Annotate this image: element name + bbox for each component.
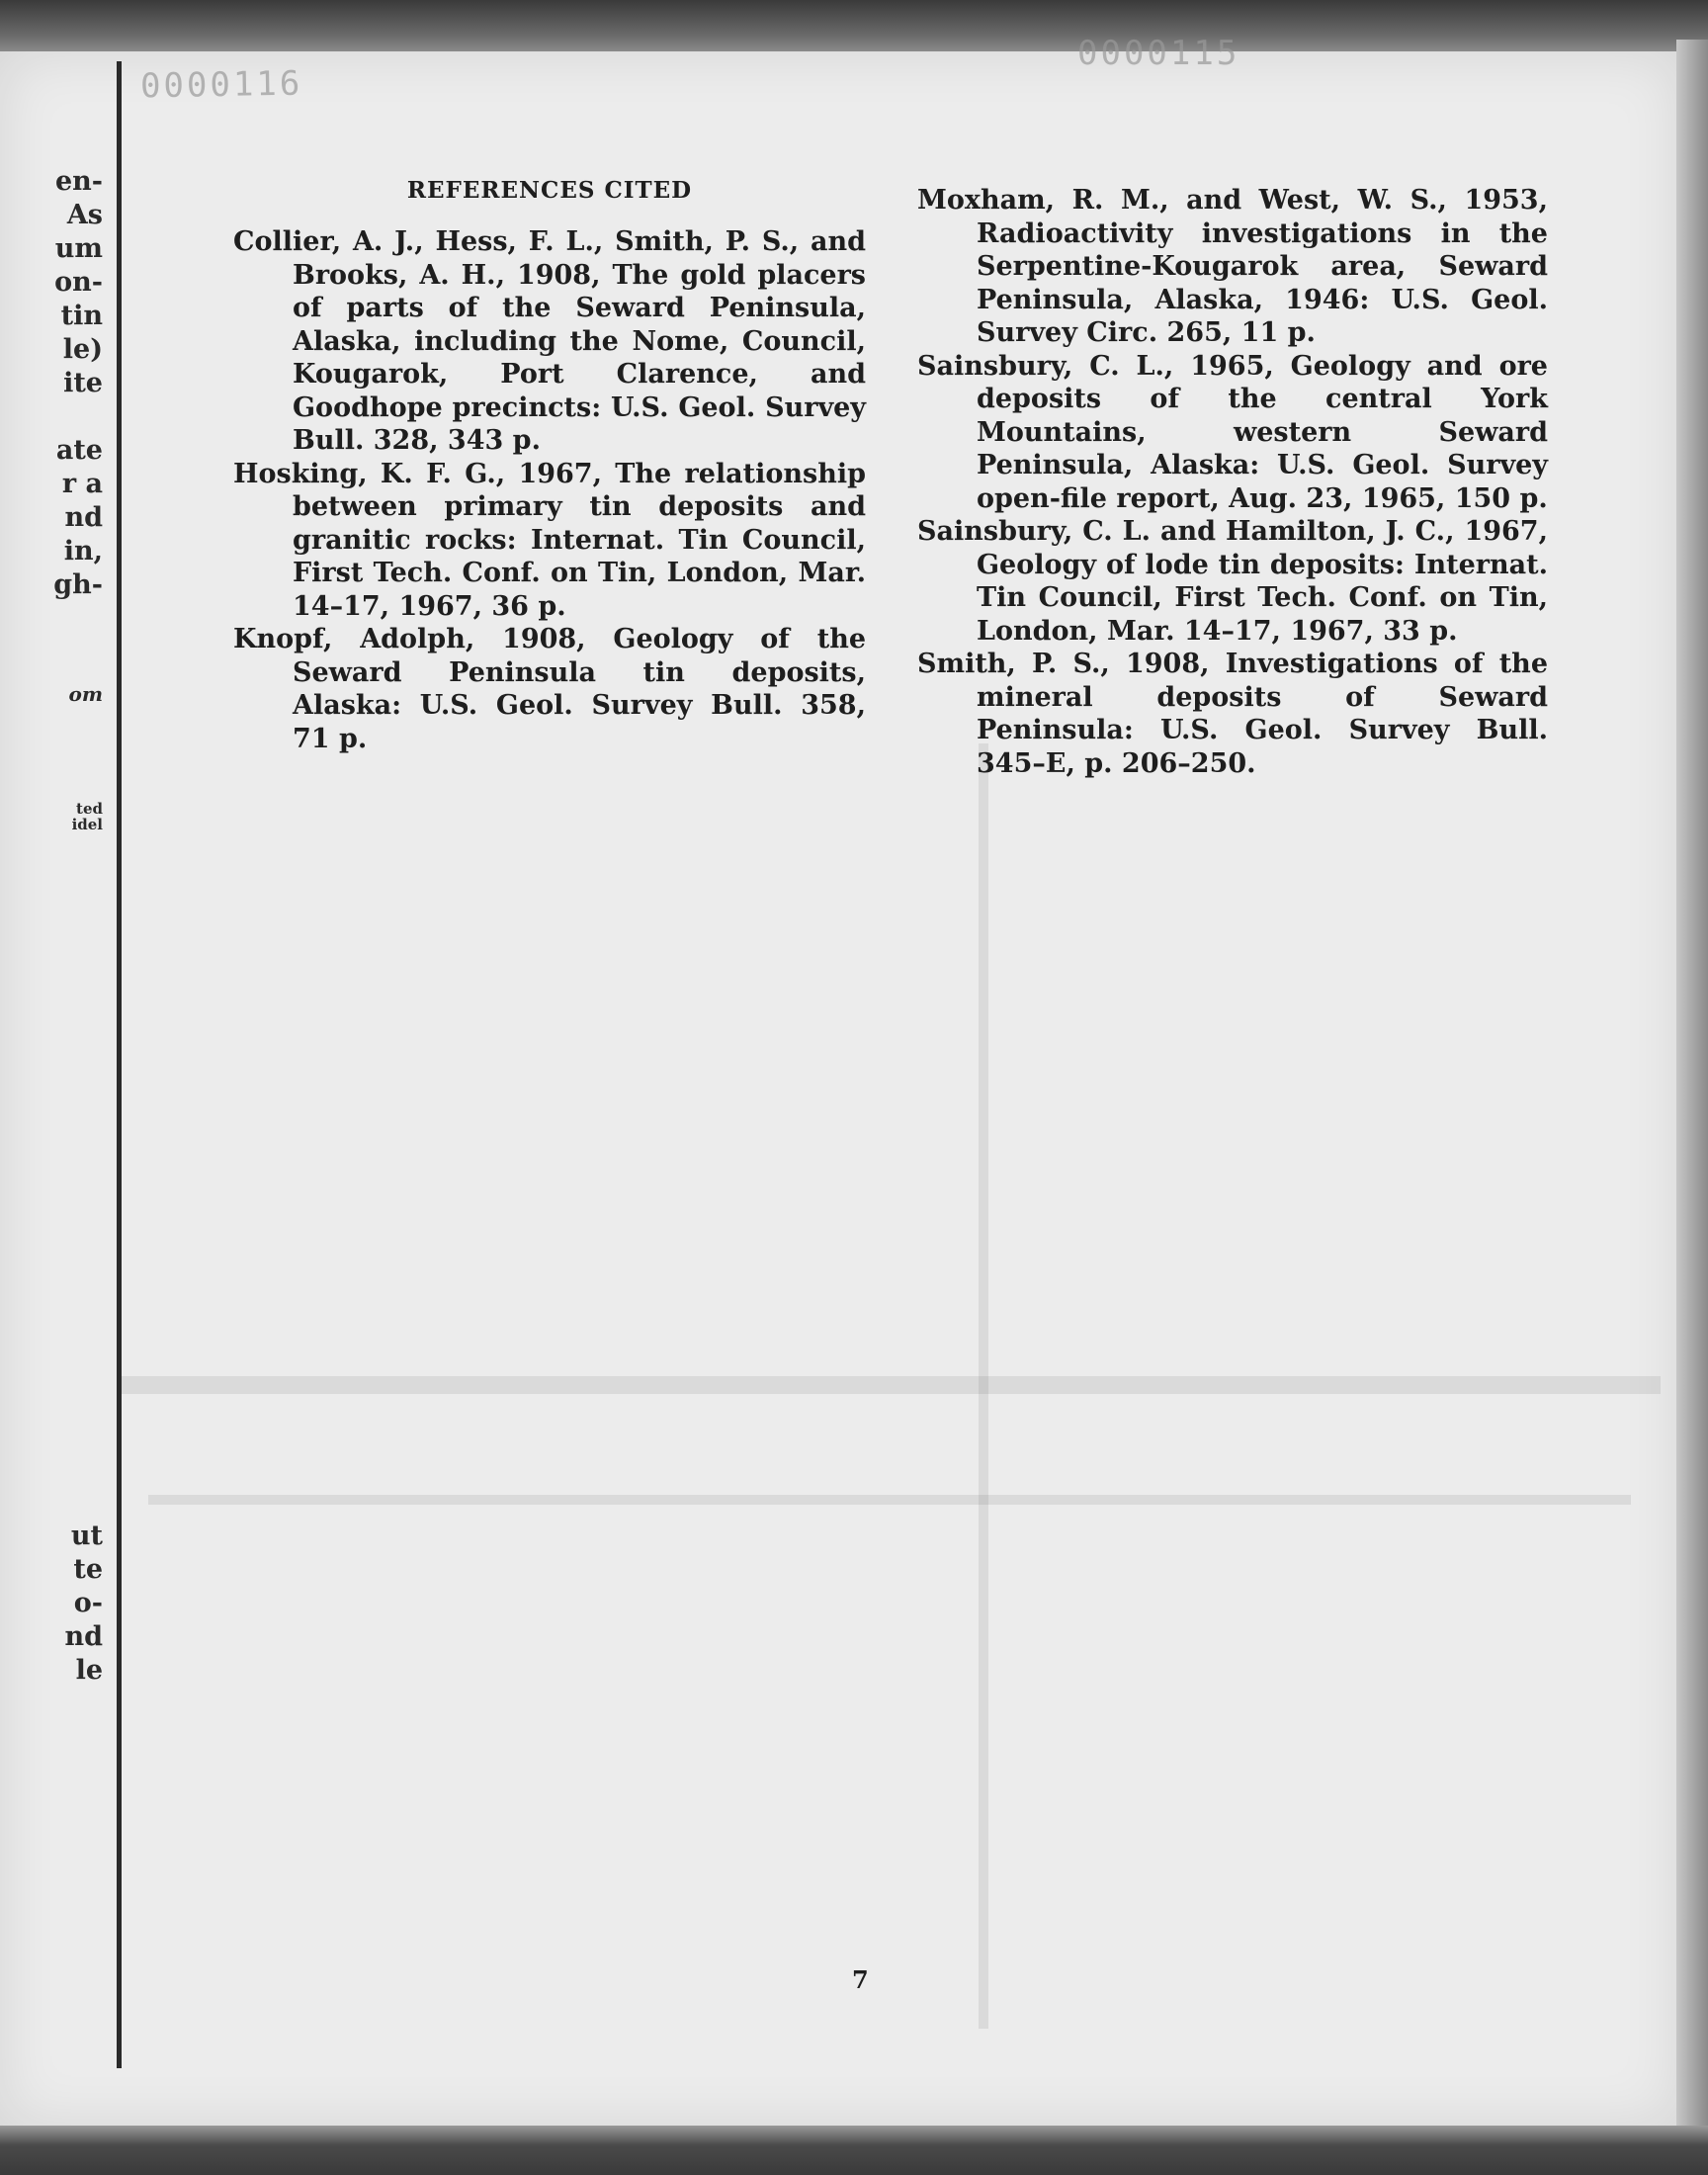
scan-bottom-border: [0, 2126, 1708, 2175]
margin-fragment: ate: [55, 435, 103, 466]
margin-fragment: um: [54, 233, 103, 264]
scan-smudge: [119, 1376, 1661, 1394]
margin-fragment: gh-: [53, 569, 103, 600]
reference-entry: Knopf, Adolph, 1908, Geology of the Seward Peninsula tin deposits, Alaska: U.S. Geol. Survey Bull. 358, 71 p.: [233, 624, 866, 754]
margin-fragment: on-: [54, 267, 103, 298]
binding-gutter-line: [117, 61, 122, 2068]
stamp-number-right: 0000115: [1077, 34, 1240, 73]
reference-entry: Moxham, R. M., and West, W. S., 1953, Radioactivity investigations in the Serpentine-Kougarok area, Seward Peninsula, Alaska, 1946: U.S. Geol. Survey Circ. 265, 11 p.: [917, 185, 1548, 348]
references-right-column: [917, 184, 1548, 780]
page-right-edge: [1676, 40, 1708, 2135]
references-left-column: [233, 178, 866, 755]
margin-fragment: in,: [63, 536, 103, 566]
margin-fragment: o-: [73, 1588, 103, 1618]
margin-fragment: ite: [63, 368, 103, 398]
margin-fragment: ut: [70, 1521, 103, 1551]
margin-fragment: ted: [76, 800, 103, 818]
stamp-number-left: 0000116: [139, 63, 303, 107]
scan-smudge: [979, 743, 988, 2029]
reference-entry: Hosking, K. F. G., 1967, The relationship between primary tin deposits and granitic rocks: Internat. Tin Council, First Tech. Conf. on Tin, London, Mar. 14–17, 1967, 36 p.: [233, 458, 866, 622]
margin-fragment: om: [68, 682, 103, 706]
page-number: 7: [852, 1965, 869, 1994]
references-heading: REFERENCES CITED: [406, 177, 693, 204]
margin-fragment: r a: [61, 469, 103, 499]
margin-fragment: nd: [64, 502, 103, 533]
reference-entry: Sainsbury, C. L. and Hamilton, J. C., 1967, Geology of lode tin deposits: Internat. Tin Council, First Tech. Conf. on Tin, London, Mar. 14–17, 1967, 33 p.: [917, 516, 1548, 647]
margin-fragment: nd: [64, 1621, 103, 1652]
margin-fragment: tin: [60, 301, 103, 331]
margin-fragment: te: [73, 1554, 103, 1585]
margin-fragment: en-: [54, 166, 103, 197]
scan-smudge: [148, 1495, 1631, 1505]
reference-entry: Sainsbury, C. L., 1965, Geology and ore deposits of the central York Mountains, western Seward Peninsula, Alaska: U.S. Geol. Survey open-file report, Aug. 23, 1965, 150 p.: [917, 350, 1548, 514]
margin-fragment: As: [66, 200, 103, 230]
margin-fragment: le): [62, 334, 103, 365]
scan-top-border: [0, 0, 1708, 59]
reference-entry: Collier, A. J., Hess, F. L., Smith, P. S., and Brooks, A. H., 1908, The gold placers of parts of the Seward Peninsula, Alaska, including the Nome, Council, Kougarok, Port Clarence, and Goodhope precincts: U.S. Geol. Survey Bull. 328, 343 p.: [233, 226, 866, 456]
reference-entry: Smith, P. S., 1908, Investigations of the mineral deposits of Seward Peninsula: U.S. Geol. Survey Bull. 345–E, p. 206–250.: [917, 649, 1548, 779]
margin-fragment: le: [75, 1655, 103, 1686]
margin-fragment: idel: [71, 816, 103, 833]
